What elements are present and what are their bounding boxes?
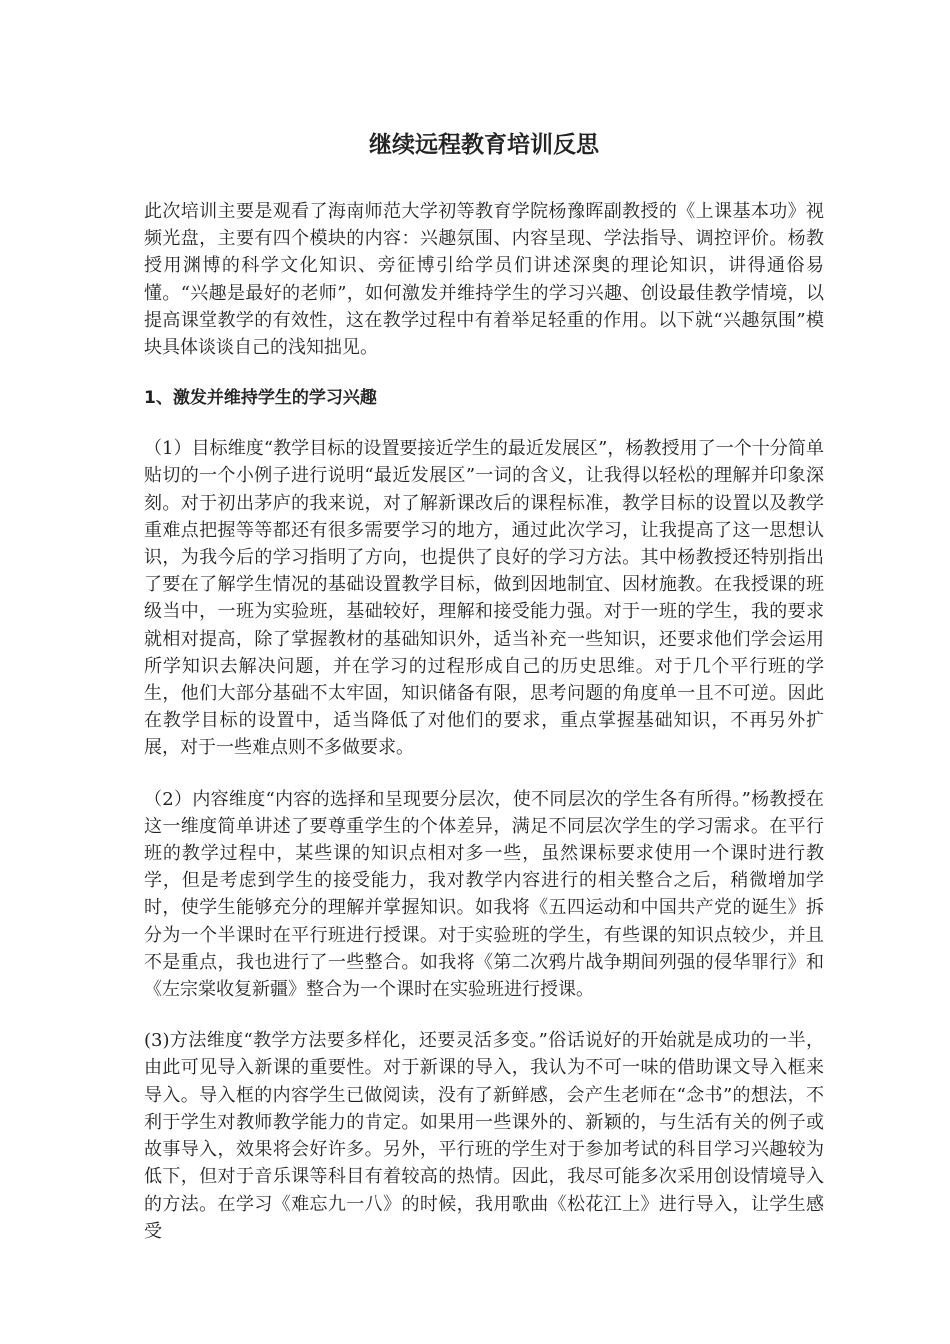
intro-paragraph: 此次培训主要是观看了海南师范大学初等教育学院杨豫晖副教授的《上课基本功》视频光盘，主要有四个模块的内容：兴趣氛围、内容呈现、学法指导、调控评价。杨教授用渊博的科学文化知识、旁征博引给学员们讲述深奥的理论知识，讲得通俗易懂。“兴趣是最好的老师”，如何激发并维持学生的学习兴趣、创设最佳教学情境，以提高课堂教学的有效性，这在教学过程中有着举足轻重的作用。以下就“兴趣氛围”模块具体谈谈自己的浅知拙见。 xyxy=(144,201,824,359)
document-page xyxy=(144,130,824,1269)
goal-dimension-paragraph: （1）目标维度“教学目标的设置要接近学生的最近发展区”，杨教授用了一个十分简单贴切的一个小例子进行说明“最近发展区”一词的含义，让我得以轻松的理解并印象深刻。对于初出茅庐的我来说，对了解新课改后的课程标准，教学目标的设置以及教学重难点把握等等都还有很多需要学习的地方，通过此次学习，让我提高了这一思想认识，为我今后的学习指明了方向，也提供了良好的学习方法。其中杨教授还特别指出了要在了解学生情况的基础设置教学目标，做到因地制宜、因材施教。在我授课的班级当中，一班为实验班，基础较好，理解和接受能力强。对于一班的学生，我的要求就相对提高，除了掌握教材的基础知识外，适当补充一些知识，还要求他们学会运用所学知识去解决问题，并在学习的过程形成自己的历史思维。对于几个平行班的学生，他们大部分基础不太牢固，知识储备有限，思考问题的角度单一且不可逆。因此在教学目标的设置中，适当降低了对他们的要求，重点掌握基础知识，不再另外扩展，对于一些难点则不多做要求。 xyxy=(144,438,824,759)
section-heading: 1、激发并维持学生的学习兴趣 xyxy=(144,388,377,409)
content-dimension-paragraph: （2）内容维度“内容的选择和呈现要分层次，使不同层次的学生各有所得。”杨教授在这一维度简单讲述了要尊重学生的个体差异，满足不同层次学生的学习需求。在平行班的教学过程中，某些课的知识点相对多一些，虽然课标要求使用一个课时进行教学，但是考虑到学生的接受能力，我对教学内容进行的相关整合之后，稍微增加学时，使学生能够充分的理解并掌握知识。如我将《五四运动和中国共产党的诞生》拆分为一个半课时在平行班进行授课。对于实验班的学生，有些课的知识点较少，并且不是重点，我也进行了一些整合。如我将《第二次鸦片战争期间列强的侵华罪行》和《左宗棠收复新疆》整合为一个课时在实验班进行授课。 xyxy=(144,788,824,1001)
method-dimension-paragraph: (3)方法维度“教学方法要多样化，还要灵活多变。”俗话说好的开始就是成功的一半，由此可见导入新课的重要性。对于新课的导入，我认为不可一味的借助课文导入框来导入。导入框的内容学生已做阅读，没有了新鲜感，会产生老师在“念书”的想法，不利于学生对教师教学能力的肯定。如果用一些课外的、新颖的，与生活有关的例子或故事导入，效果将会好许多。另外，平行班的学生对于参加考试的科目学习兴趣较为低下，但对于音乐课等科目有着较高的热情。因此，我尽可能多次采用创设情境导入的方法。在学习《难忘九一八》的时候，我用歌曲《松花江上》进行导入，让学生感受 xyxy=(144,1030,824,1242)
document-title: 继续远程教育培训反思 xyxy=(369,132,599,158)
